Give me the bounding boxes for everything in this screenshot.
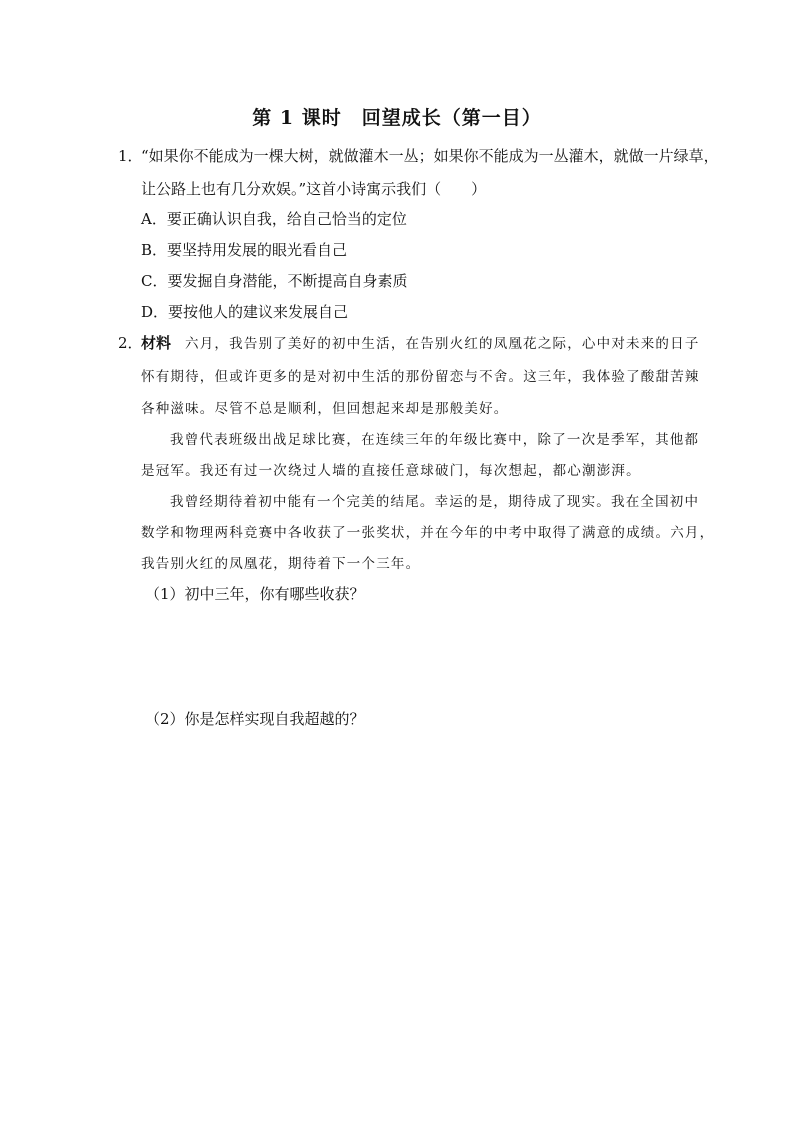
material-line-8: 我告别火红的凤凰花，期待着下一个三年。 (141, 556, 421, 572)
material-line-5: 是冠军。我还有过一次绕过人墙的直接任意球破门，每次想起，都心潮澎湃。 (141, 463, 641, 479)
question-1-stem-line-1: “如果你不能成为一棵大树，就做灌木一丛；如果你不能成为一丛灌木，就做一片绿草， (141, 147, 719, 165)
material-line-1 (141, 332, 700, 353)
material-line-7: 数学和物理两科竞赛中各收获了一张奖状，并在今年的中考中取得了满意的成绩。六月， (141, 525, 715, 541)
sub-question-1: （1）初中三年，你有哪些收获？ (145, 585, 365, 603)
material-line-3: 各种滋味。尽管不总是顺利，但回想起来却是那般美好。 (141, 401, 509, 417)
question-1-option-d: D．要按他人的建议来发展自己 (141, 303, 349, 321)
question-1-option-a: A．要正确认识自我，给自己恰当的定位 (141, 210, 407, 228)
page-title: 第 1 课时 回望成长（第一目） (252, 107, 542, 129)
question-1-option-c: C．要发掘自身潜能，不断提高自身素质 (141, 272, 408, 290)
material-label: 材料 (141, 334, 172, 352)
material-line-6: 我曾经期待着初中能有一个完美的结尾。幸运的是，期待成了现实。我在全国初中 (170, 494, 700, 510)
material-text-1: 六月，我告别了美好的初中生活，在告别火红的凤凰花之际，心中对未来的日子 (185, 336, 700, 352)
question-1-option-b: B．要坚持用发展的眼光看自己 (141, 241, 348, 259)
material-line-2: 怀有期待，但或许更多的是对初中生活的那份留恋与不舍。这三年，我体验了酸甜苦辣 (141, 369, 700, 385)
sub-question-2: （2）你是怎样实现自我超越的？ (145, 710, 365, 728)
question-2-number: 2． (118, 334, 143, 352)
question-1-stem-line-2: 让公路上也有几分欢娱。”这首小诗寓示我们（ ） (141, 180, 487, 198)
material-line-4: 我曾代表班级出战足球比赛，在连续三年的年级比赛中，除了一次是季军，其他都 (170, 432, 700, 448)
question-1-number: 1． (118, 147, 143, 165)
